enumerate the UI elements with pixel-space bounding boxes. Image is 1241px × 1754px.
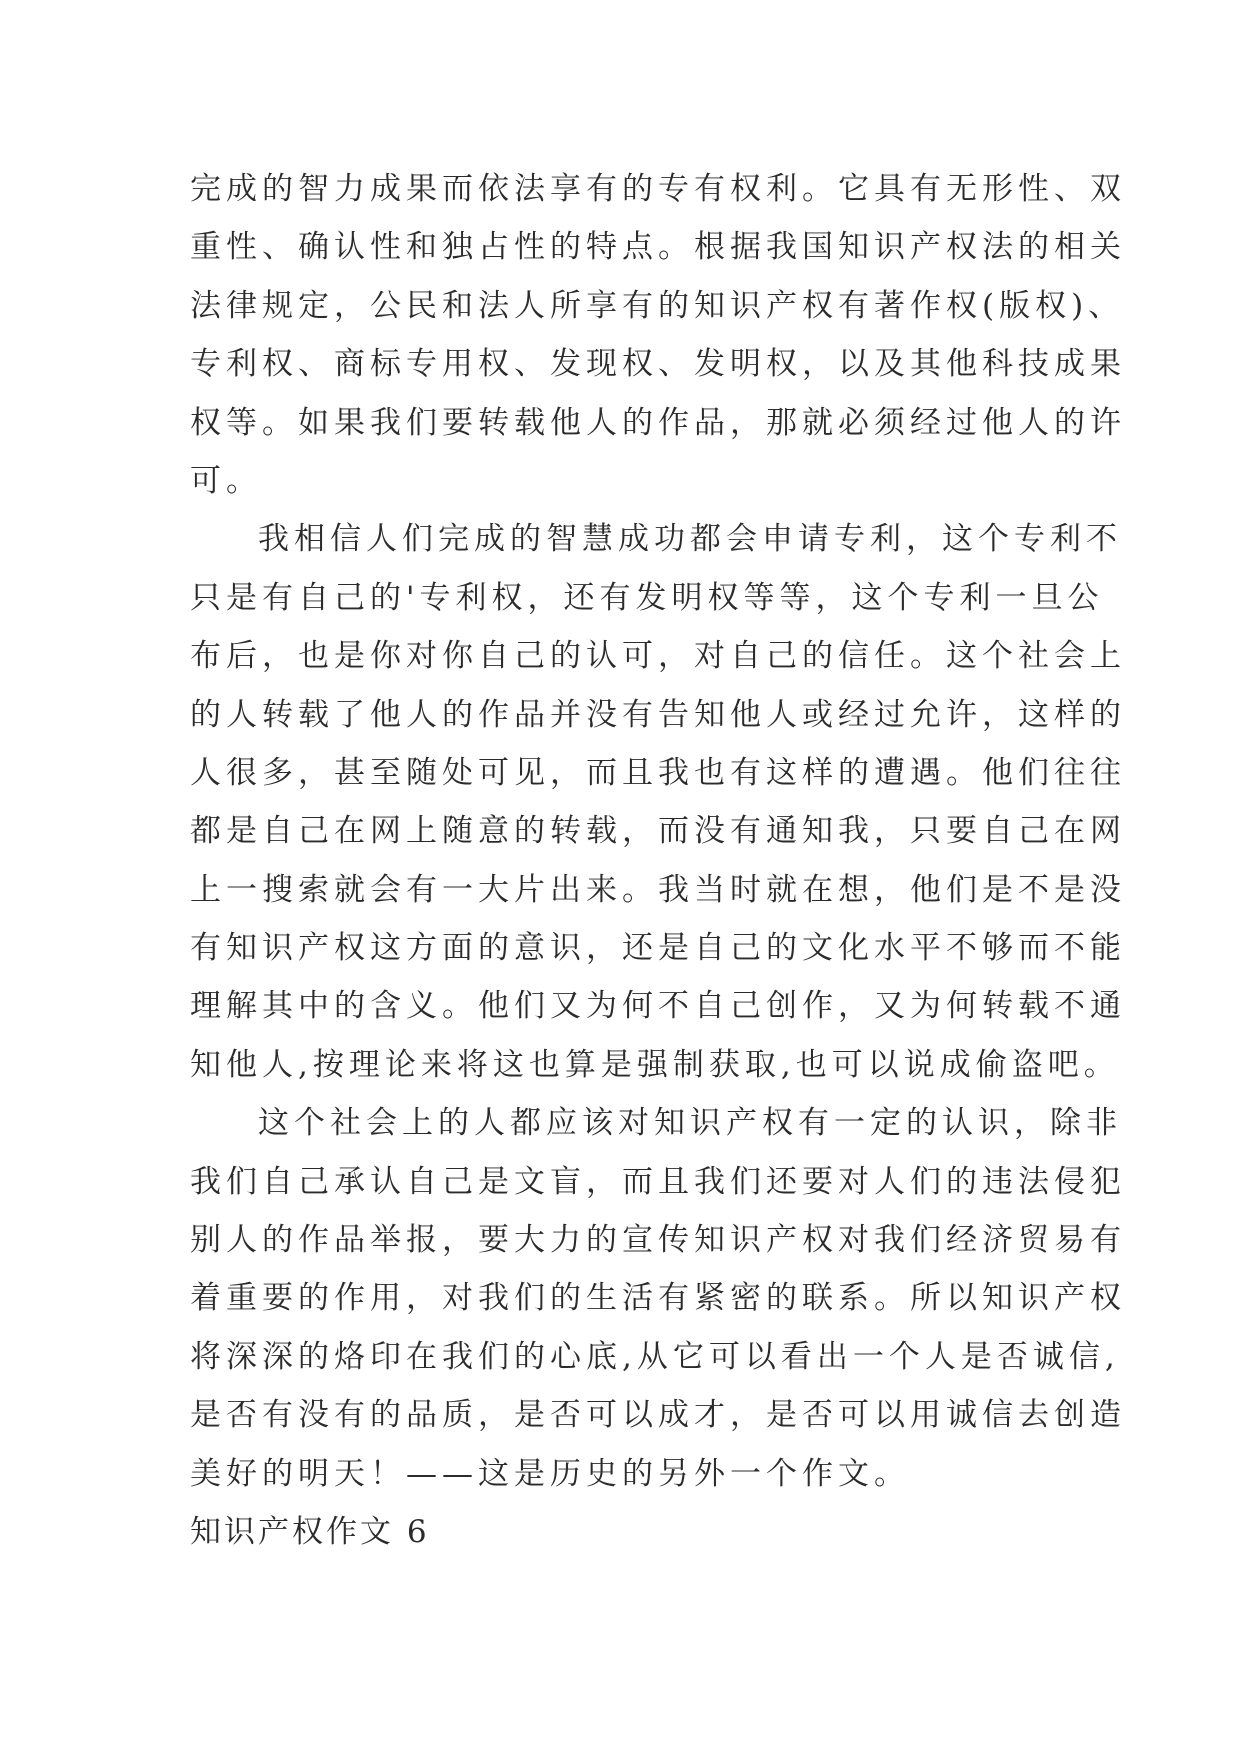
- text-line: 别人的作品举报，要大力的宣传知识产权对我们经济贸易有: [190, 1222, 1126, 1259]
- text-line: 是否有没有的品质，是否可以成才，是否可以用诚信去创造: [190, 1397, 1126, 1434]
- text-line: 权等。如果我们要转载他人的作品，那就必须经过他人的许: [190, 404, 1126, 441]
- paragraph-start-line: 这个社会上的人都应该对知识产权有一定的认识，除非: [258, 1105, 1122, 1142]
- text-line: 法律规定，公民和法人所享有的知识产权有著作权(版权)、: [190, 287, 1125, 324]
- text-line: 理解其中的含义。他们又为何不自己创作，又为何转载不通: [190, 988, 1126, 1025]
- section-heading: 知识产权作文 6: [190, 1513, 430, 1550]
- text-line: 都是自己在网上随意的转载，而没有通知我，只要自己在网: [190, 813, 1126, 850]
- text-line: 美好的明天！——这是历史的另外一个作文。: [190, 1455, 910, 1492]
- text-line: 专利权、商标专用权、发现权、发明权，以及其他科技成果: [190, 346, 1126, 383]
- text-line: 只是有自己的'专利权，还有发明权等等，这个专利一旦公: [190, 579, 1104, 616]
- text-line: 我们自己承认自己是文盲，而且我们还要对人们的违法侵犯: [190, 1163, 1126, 1200]
- essay-body: [190, 160, 1126, 1561]
- text-line: 有知识产权这方面的意识，还是自己的文化水平不够而不能: [190, 930, 1126, 967]
- text-line: 着重要的作用，对我们的生活有紧密的联系。所以知识产权: [190, 1280, 1126, 1317]
- text-line: 可。: [190, 462, 262, 499]
- text-line: 完成的智力成果而依法享有的专有权利。它具有无形性、双: [190, 171, 1126, 207]
- text-line: 上一搜索就会有一大片出来。我当时就在想，他们是不是没: [190, 871, 1126, 908]
- text-line: 布后，也是你对你自己的认可，对自己的信任。这个社会上: [190, 638, 1126, 675]
- text-line: 将深深的烙印在我们的心底,从它可以看出一个人是否诚信,: [190, 1338, 1120, 1375]
- text-line: 知他人,按理论来将这也算是强制获取,也可以说成偷盗吧。: [190, 1046, 1120, 1083]
- text-line: 人很多，甚至随处可见，而且我也有这样的遭遇。他们往往: [190, 754, 1126, 791]
- paragraph-start-line: 我相信人们完成的智慧成功都会申请专利，这个专利不: [258, 521, 1122, 558]
- text-line: 的人转载了他人的作品并没有告知他人或经过允许，这样的: [190, 696, 1126, 733]
- text-line: 重性、确认性和独占性的特点。根据我国知识产权法的相关: [190, 229, 1126, 266]
